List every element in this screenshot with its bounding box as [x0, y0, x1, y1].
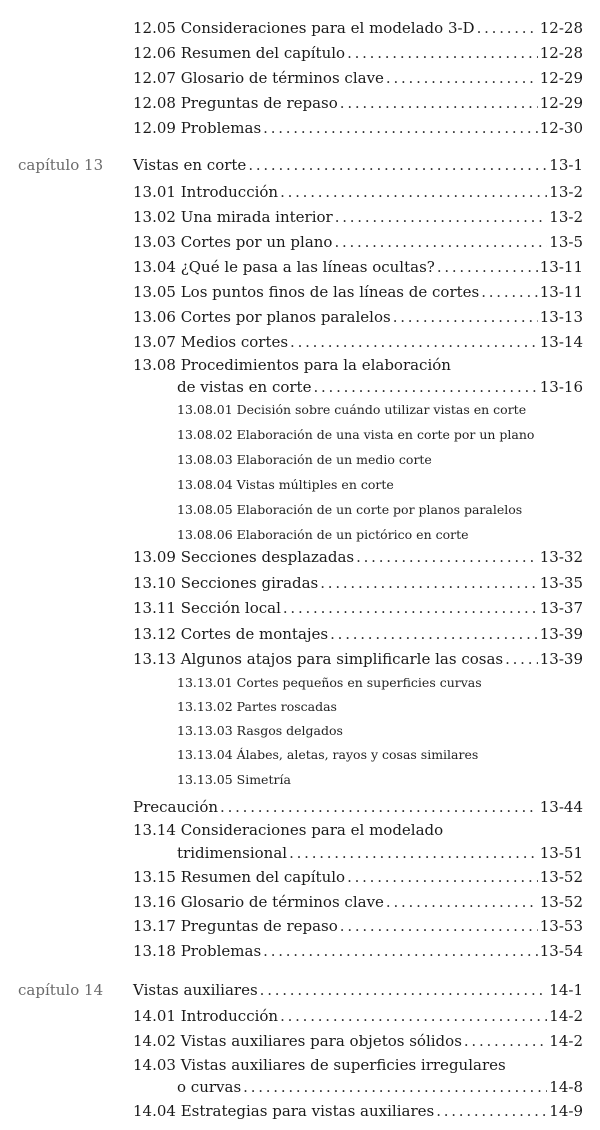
- leader-dots: [393, 307, 538, 327]
- leader-dots: [335, 207, 548, 227]
- entry-page: 13-32: [539, 548, 583, 566]
- toc-entry: [133, 232, 583, 252]
- entry-page: 13-14: [539, 333, 583, 351]
- entry-title: 12.09 Problemas: [133, 119, 262, 137]
- entry-title: 13.13.05 Simetría: [177, 772, 291, 787]
- toc-subentry: [177, 451, 432, 469]
- entry-page: 13-54: [539, 942, 583, 960]
- entry-title: 12.07 Glosario de términos clave: [133, 69, 384, 87]
- entry-page: 13-13: [539, 308, 583, 326]
- toc-subentry: [177, 526, 469, 544]
- entry-title: 13.15 Resumen del capítulo: [133, 868, 346, 886]
- toc-entry: [133, 941, 583, 961]
- entry-title: Vistas en corte: [133, 156, 247, 174]
- entry-page: 13-16: [539, 378, 583, 396]
- leader-dots: [437, 257, 538, 277]
- leader-dots: [263, 118, 538, 138]
- entry-title: 13.12 Cortes de montajes: [133, 625, 329, 643]
- entry-page: 12-28: [539, 19, 583, 37]
- entry-page: 13-11: [539, 258, 583, 276]
- toc-entry: [133, 332, 583, 352]
- entry-page: 13-37: [539, 599, 583, 617]
- leader-dots: [436, 1101, 547, 1121]
- leader-dots: [248, 155, 547, 175]
- entry-page: 14-2: [549, 1032, 583, 1050]
- leader-dots: [386, 68, 538, 88]
- leader-dots: [386, 892, 538, 912]
- entry-title: 13.18 Problemas: [133, 942, 262, 960]
- entry-title: 13.13.04 Álabes, aletas, rayos y cosas similares: [177, 747, 479, 762]
- entry-page: 14-9: [549, 1102, 583, 1120]
- entry-title: 13.13 Algunos atajos para simplificarle las cosas: [133, 650, 504, 668]
- entry-title: o curvas: [177, 1078, 242, 1096]
- chapter-heading: [133, 980, 583, 1000]
- entry-title: 13.06 Cortes por planos paralelos: [133, 308, 391, 326]
- entry-title: de vistas en corte: [177, 378, 312, 396]
- toc-entry: [133, 649, 583, 669]
- entry-title: 13.14 Consideraciones para el modelado: [133, 821, 444, 839]
- entry-page: 12-30: [539, 119, 583, 137]
- chapter-label: capítulo 14: [18, 981, 104, 999]
- leader-dots: [464, 1031, 547, 1051]
- leader-dots: [347, 867, 538, 887]
- entry-page: 12-29: [539, 69, 583, 87]
- leader-dots: [330, 624, 538, 644]
- entry-title: tridimensional: [177, 844, 288, 862]
- leader-dots: [347, 43, 538, 63]
- entry-title: Precaución: [133, 798, 219, 816]
- leader-dots: [340, 93, 538, 113]
- entry-title: 13.02 Una mirada interior: [133, 208, 333, 226]
- entry-title: 12.06 Resumen del capítulo: [133, 44, 346, 62]
- toc-subentry: [177, 501, 522, 519]
- toc-entry: [133, 1006, 583, 1026]
- chapter-heading: [133, 155, 583, 175]
- toc-entry-continuation: [177, 377, 583, 397]
- entry-page: 13-39: [539, 650, 583, 668]
- entry-page: 13-44: [539, 798, 583, 816]
- entry-page: 14-8: [549, 1078, 583, 1096]
- entry-title: 14.03 Vistas auxiliares de superficies irregulares: [133, 1056, 506, 1074]
- chapter-label: capítulo 13: [18, 156, 104, 174]
- entry-page: 13-2: [549, 183, 583, 201]
- leader-dots: [263, 941, 538, 961]
- toc-entry-wrapped: [133, 820, 583, 840]
- toc-entry: [133, 892, 583, 912]
- toc-entry-continuation: [177, 1077, 583, 1097]
- toc-entry: [133, 797, 583, 817]
- entry-page: 13-5: [549, 233, 583, 251]
- leader-dots: [280, 1006, 547, 1026]
- leader-dots: [260, 980, 548, 1000]
- entry-title: 13.13.02 Partes roscadas: [177, 699, 337, 714]
- entry-title: Vistas auxiliares: [133, 981, 258, 999]
- toc-subentry: [177, 476, 394, 494]
- toc-entry: [133, 624, 583, 644]
- entry-page: 13-52: [539, 868, 583, 886]
- toc-entry-wrapped: [133, 1055, 583, 1075]
- entry-page: 14-1: [549, 981, 583, 999]
- entry-page: 13-1: [549, 156, 583, 174]
- entry-title: 12.08 Preguntas de repaso: [133, 94, 338, 112]
- entry-title: 13.05 Los puntos finos de las líneas de cortes: [133, 283, 480, 301]
- toc-subentry: [177, 698, 337, 716]
- entry-title: 13.01 Introducción: [133, 183, 279, 201]
- leader-dots: [320, 573, 537, 593]
- entry-title: 13.09 Secciones desplazadas: [133, 548, 355, 566]
- toc-entry-continuation: [177, 843, 583, 863]
- entry-title: 12.05 Consideraciones para el modelado 3-D: [133, 19, 475, 37]
- entry-title: 13.07 Medios cortes: [133, 333, 289, 351]
- entry-title: 13.03 Cortes por un plano: [133, 233, 333, 251]
- entry-page: 12-28: [539, 44, 583, 62]
- toc-subentry: [177, 771, 291, 789]
- toc-subentry: [177, 722, 343, 740]
- leader-dots: [340, 916, 538, 936]
- entry-page: 13-2: [549, 208, 583, 226]
- leader-dots: [334, 232, 547, 252]
- entry-page: 12-29: [539, 94, 583, 112]
- toc-entry: [133, 182, 583, 202]
- toc-entry: [133, 867, 583, 887]
- toc-entry: [133, 1101, 583, 1121]
- toc-entry-wrapped: [133, 355, 583, 375]
- entry-title: 13.10 Secciones giradas: [133, 574, 319, 592]
- entry-title: 13.11 Sección local: [133, 599, 281, 617]
- toc-entry: [133, 1031, 583, 1051]
- entry-page: 13-11: [539, 283, 583, 301]
- leader-dots: [481, 282, 538, 302]
- entry-page: 13-39: [539, 625, 583, 643]
- toc-entry: [133, 547, 583, 567]
- toc-subentry: [177, 401, 526, 419]
- entry-title: 13.08.04 Vistas múltiples en corte: [177, 477, 394, 492]
- entry-title: 13.13.03 Rasgos delgados: [177, 723, 343, 738]
- entry-title: 13.04 ¿Qué le pasa a las líneas ocultas?: [133, 258, 435, 276]
- entry-title: 13.16 Glosario de términos clave: [133, 893, 384, 911]
- entry-page: 13-35: [539, 574, 583, 592]
- toc-subentry: [177, 674, 482, 692]
- leader-dots: [283, 598, 538, 618]
- toc-subentry: [177, 426, 534, 444]
- entry-title: 13.17 Preguntas de repaso: [133, 917, 338, 935]
- leader-dots: [289, 843, 538, 863]
- entry-title: 13.08.03 Elaboración de un medio corte: [177, 452, 432, 467]
- entry-page: 13-52: [539, 893, 583, 911]
- entry-page: 13-53: [539, 917, 583, 935]
- toc-entry: [133, 93, 583, 113]
- entry-title: 13.08.01 Decisión sobre cuándo utilizar vistas en corte: [177, 402, 527, 417]
- entry-title: 13.08.06 Elaboración de un pictórico en corte: [177, 527, 469, 542]
- leader-dots: [243, 1077, 547, 1097]
- toc-entry: [133, 43, 583, 63]
- toc-entry: [133, 916, 583, 936]
- leader-dots: [290, 332, 538, 352]
- leader-dots: [280, 182, 547, 202]
- toc-entry: [133, 282, 583, 302]
- entry-page: 13-51: [539, 844, 583, 862]
- toc-entry: [133, 307, 583, 327]
- toc-entry: [133, 68, 583, 88]
- entry-title: 14.04 Estrategias para vistas auxiliares: [133, 1102, 435, 1120]
- entry-title: 13.13.01 Cortes pequeños en superficies curvas: [177, 675, 482, 690]
- leader-dots: [477, 18, 538, 38]
- leader-dots: [505, 649, 538, 669]
- leader-dots: [313, 377, 537, 397]
- toc-entry: [133, 207, 583, 227]
- toc-entry: [133, 257, 583, 277]
- toc-entry: [133, 118, 583, 138]
- entry-title: 13.08.02 Elaboración de una vista en corte por un plano: [177, 427, 535, 442]
- entry-title: 13.08 Procedimientos para la elaboración: [133, 356, 451, 374]
- leader-dots: [220, 797, 538, 817]
- leader-dots: [356, 547, 538, 567]
- toc-entry: [133, 573, 583, 593]
- toc-entry: [133, 18, 583, 38]
- entry-title: 13.08.05 Elaboración de un corte por planos paralelos: [177, 502, 523, 517]
- entry-page: 14-2: [549, 1007, 583, 1025]
- entry-title: 14.02 Vistas auxiliares para objetos sólidos: [133, 1032, 462, 1050]
- entry-title: 14.01 Introducción: [133, 1007, 279, 1025]
- toc-subentry: [177, 746, 478, 764]
- toc-entry: [133, 598, 583, 618]
